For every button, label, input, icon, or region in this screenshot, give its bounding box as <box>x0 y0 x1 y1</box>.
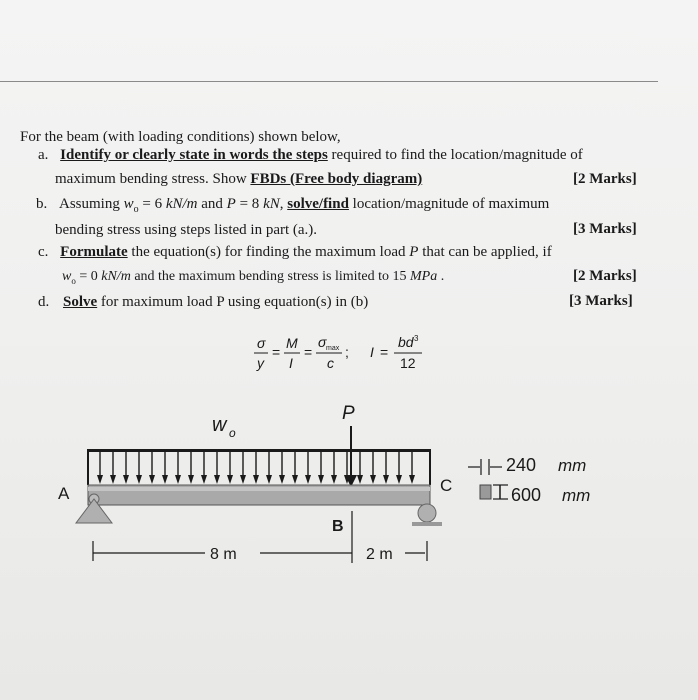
top-rule <box>0 81 658 82</box>
formula-max-sub: max <box>326 345 340 352</box>
load-arrow-head <box>331 475 337 484</box>
formula-eq1: = <box>272 344 281 360</box>
question-c-end: . <box>437 269 445 284</box>
load-arrow-head <box>357 475 363 484</box>
question-b-text: location/magnitude of maximum <box>348 196 550 212</box>
question-c-unit: kN/m <box>101 269 131 284</box>
question-a-line1 <box>38 147 583 164</box>
load-arrow-head <box>136 475 142 484</box>
load-arrow-head <box>188 475 194 484</box>
distributed-load-sub: o <box>229 426 236 440</box>
distributed-load-top <box>88 449 430 452</box>
formula-M: M <box>286 335 298 351</box>
question-b-p-unit: kN <box>263 196 280 212</box>
question-c-marks: [2 Marks] <box>573 268 637 284</box>
load-arrow-head <box>123 475 129 484</box>
question-c-w: w <box>62 269 72 284</box>
question-c-line2 <box>62 268 444 290</box>
load-arrow-head <box>318 475 324 484</box>
formula-bd-exp: 3 <box>414 334 419 343</box>
formula-semicolon: ; <box>345 344 349 360</box>
load-arrow-head <box>110 475 116 484</box>
question-b-marks: [3 Marks] <box>573 221 637 237</box>
question-d-marks: [3 Marks] <box>569 293 633 309</box>
question-b-prefix: Assuming <box>59 196 124 212</box>
question-a-text: required to find the location/magnitude of <box>327 147 583 163</box>
question-b-w-unit: kN/m <box>165 196 198 212</box>
load-arrow-head <box>292 475 298 484</box>
intro-text: For the beam (with loading conditions) shown below, <box>20 129 341 145</box>
question-b-and: and <box>197 196 227 212</box>
load-arrow-head <box>175 475 181 484</box>
question-b-letter: b. <box>36 196 48 212</box>
question-c-letter: c. <box>38 244 49 260</box>
formula-bd: bd <box>398 334 414 350</box>
load-arrow-head <box>240 475 246 484</box>
load-arrow-head <box>383 475 389 484</box>
question-b-line2: bending stress using steps listed in part (a.). <box>55 222 318 238</box>
question-b-bold: solve/find <box>287 196 349 212</box>
question-c-text1: the equation(s) for finding the maximum load <box>127 244 410 260</box>
question-c-w-sub: o <box>71 275 76 286</box>
question-c-text2: that can be applied, if <box>418 244 552 260</box>
section-depth-unit: mm <box>562 486 591 505</box>
load-arrow-head <box>305 475 311 484</box>
span-ab-label: 8 m <box>210 546 237 563</box>
roller-support-c <box>412 504 442 526</box>
point-load-label: P <box>342 403 355 424</box>
question-d-text: for maximum load P using equation(s) in (b) <box>97 294 369 310</box>
question-d-bold: Solve <box>63 294 98 310</box>
question-b-p: P <box>226 196 236 212</box>
formula-I: I <box>289 355 293 371</box>
formula-I2: I <box>370 344 374 360</box>
question-d-letter: d. <box>38 294 50 310</box>
question-a-line2 <box>55 171 422 188</box>
question-c-mpa: MPa <box>410 269 438 284</box>
section-depth-value: 600 <box>511 485 542 505</box>
question-b-w: w <box>123 196 134 212</box>
section-width-value: 240 <box>506 455 537 475</box>
question-a-marks: [2 Marks] <box>573 171 637 187</box>
load-arrow-head <box>97 475 103 484</box>
bending-stress-formula <box>250 332 440 380</box>
question-c-line1 <box>38 244 552 261</box>
question-d-line1 <box>38 294 368 311</box>
formula-y: y <box>257 355 264 371</box>
question-a-bold: Identify or clearly state in words the steps <box>60 147 328 163</box>
distributed-load-arrows <box>97 452 415 484</box>
support-c-label: C <box>440 476 453 495</box>
formula-c: c <box>327 355 334 371</box>
question-c-bold: Formulate <box>60 244 128 260</box>
formula-12: 12 <box>400 355 416 371</box>
question-b-sep: , <box>279 196 288 212</box>
load-arrow-head <box>370 475 376 484</box>
load-arrow-head <box>214 475 220 484</box>
question-a-fbd: FBDs (Free body diagram) <box>250 171 423 187</box>
question-c-eq: = 0 <box>75 269 102 284</box>
support-a-label: A <box>58 484 70 503</box>
load-arrow-head <box>266 475 272 484</box>
load-arrow-head <box>396 475 402 484</box>
formula-eq2: = <box>304 344 313 360</box>
question-b-w-sub: o <box>133 204 139 215</box>
question-a-letter: a. <box>38 147 49 163</box>
load-arrow-head <box>149 475 155 484</box>
load-arrow-head <box>409 475 415 484</box>
question-b-line1 <box>36 196 549 218</box>
formula-sigma-max: σ <box>318 334 327 350</box>
formula-eq3: = <box>380 344 389 360</box>
section-width-unit: mm <box>558 456 587 475</box>
question-c-text3: and the maximum bending stress is limited to 15 <box>130 269 411 284</box>
distributed-load-label: w <box>212 414 227 436</box>
question-c-p: P <box>409 244 419 260</box>
question-b-w-val: = 6 <box>138 196 166 212</box>
question-b-p-val: = 8 <box>235 196 264 212</box>
load-arrow-head <box>227 475 233 484</box>
cross-section <box>468 459 508 499</box>
span-bc-label: 2 m <box>366 546 393 563</box>
load-arrow-head <box>279 475 285 484</box>
point-b-label: B <box>332 518 344 535</box>
load-arrow-head <box>253 475 259 484</box>
load-arrow-head <box>201 475 207 484</box>
formula-sigma: σ <box>257 335 266 351</box>
question-a-line2-prefix: maximum bending stress. Show <box>55 171 251 187</box>
beam-diagram <box>0 395 698 595</box>
load-arrow-head <box>162 475 168 484</box>
